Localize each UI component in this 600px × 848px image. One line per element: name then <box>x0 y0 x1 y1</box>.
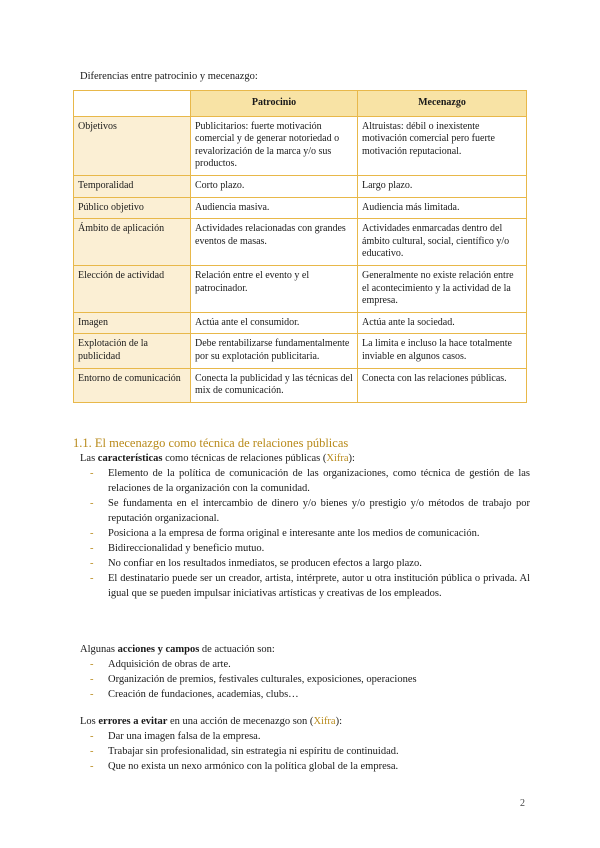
patrocinio-cell: Conecta la publicidad y las técnicas del mix de comunicación. <box>191 368 358 402</box>
mecenazgo-cell: Audiencia más limitada. <box>358 197 527 219</box>
patrocinio-cell: Debe rentabilizarse fundamentalmente por su explotación publicitaria. <box>191 334 358 368</box>
list-item: - Trabajar sin profesionalidad, sin estrategia ni espíritu de continuidad. <box>90 744 530 759</box>
patrocinio-cell: Actúa ante el consumidor. <box>191 312 358 334</box>
list-item: - Adquisición de obras de arte. <box>90 657 530 672</box>
patrocinio-cell: Corto plazo. <box>191 175 358 197</box>
table-row <box>74 175 527 197</box>
list-item: - El destinatario puede ser un creador, artista, intérprete, autor u otra institución pública o privada. Al igual que se pueden impulsar iniciativas artísticas y creativas de los empleados. <box>90 571 530 601</box>
table-corner <box>74 91 191 117</box>
mecenazgo-cell: Conecta con las relaciones públicas. <box>358 368 527 402</box>
list-item: - Dar una imagen falsa de la empresa. <box>90 729 530 744</box>
acciones-list <box>90 657 530 702</box>
table-row <box>74 197 527 219</box>
mecenazgo-cell: La limita e incluso la hace totalmente inviable en algunos casos. <box>358 334 527 368</box>
caracteristicas-intro: Las características como técnicas de relaciones públicas (Xifra): <box>80 453 355 464</box>
list-item: - Creación de fundaciones, academias, clubs… <box>90 687 530 702</box>
row-label: Explotación de la publicidad <box>74 334 191 368</box>
mecenazgo-cell: Actúa ante la sociedad. <box>358 312 527 334</box>
list-item: - Se fundamenta en el intercambio de dinero y/o bienes y/o prestigio y/o métodos de trabajo por reputación organizacional. <box>90 496 530 526</box>
list-item: - Que no exista un nexo armónico con la política global de la empresa. <box>90 759 530 774</box>
row-label: Objetivos <box>74 116 191 175</box>
section-heading: 1.1. El mecenazgo como técnica de relaciones públicas <box>73 436 349 450</box>
table-row <box>74 116 527 175</box>
comparison-table <box>73 90 527 403</box>
page-number: 2 <box>520 798 525 809</box>
list-item: - Organización de premios, festivales culturales, exposiciones, operaciones <box>90 672 530 687</box>
table-row <box>74 368 527 402</box>
row-label: Ámbito de aplicación <box>74 219 191 266</box>
patrocinio-cell: Publicitarios: fuerte motivación comercial y de generar notoriedad o revalorización de la marca y/o sus productos. <box>191 116 358 175</box>
list-item: - Elemento de la política de comunicación de las organizaciones, como técnica de gestión de las relaciones de la organización con la comunidad. <box>90 466 530 496</box>
row-label: Entorno de comunicación <box>74 368 191 402</box>
row-label: Temporalidad <box>74 175 191 197</box>
header-patrocinio: Patrocinio <box>191 91 358 117</box>
source-citation: Xifra <box>313 716 336 727</box>
patrocinio-cell: Actividades relacionadas con grandes eventos de masas. <box>191 219 358 266</box>
header-mecenazgo: Mecenazgo <box>358 91 527 117</box>
table-intro: Diferencias entre patrocinio y mecenazgo: <box>80 71 258 82</box>
patrocinio-cell: Relación entre el evento y el patrocinador. <box>191 265 358 312</box>
table-header-row <box>74 91 527 117</box>
row-label: Público objetivo <box>74 197 191 219</box>
table-row <box>74 265 527 312</box>
caracteristicas-list <box>90 466 530 601</box>
row-label: Imagen <box>74 312 191 334</box>
errores-list <box>90 729 530 774</box>
patrocinio-cell: Audiencia masiva. <box>191 197 358 219</box>
row-label: Elección de actividad <box>74 265 191 312</box>
list-item: - No confiar en los resultados inmediatos, se producen efectos a largo plazo. <box>90 556 530 571</box>
table-row <box>74 219 527 266</box>
mecenazgo-cell: Largo plazo. <box>358 175 527 197</box>
mecenazgo-cell: Altruistas: débil o inexistente motivación comercial pero fuerte motivación reputacional. <box>358 116 527 175</box>
table-row <box>74 334 527 368</box>
list-item: - Bidireccionalidad y beneficio mutuo. <box>90 541 530 556</box>
mecenazgo-cell: Generalmente no existe relación entre el acontecimiento y la actividad de la empresa. <box>358 265 527 312</box>
mecenazgo-cell: Actividades enmarcadas dentro del ámbito cultural, social, científico y/o educativo. <box>358 219 527 266</box>
list-item: - Posiciona a la empresa de forma original e interesante ante los medios de comunicación. <box>90 526 530 541</box>
source-citation: Xifra <box>326 453 349 464</box>
table-row <box>74 312 527 334</box>
acciones-intro: Algunas acciones y campos de actuación son: <box>80 644 275 655</box>
errores-intro: Los errores a evitar en una acción de mecenazgo son (Xifra): <box>80 716 343 727</box>
